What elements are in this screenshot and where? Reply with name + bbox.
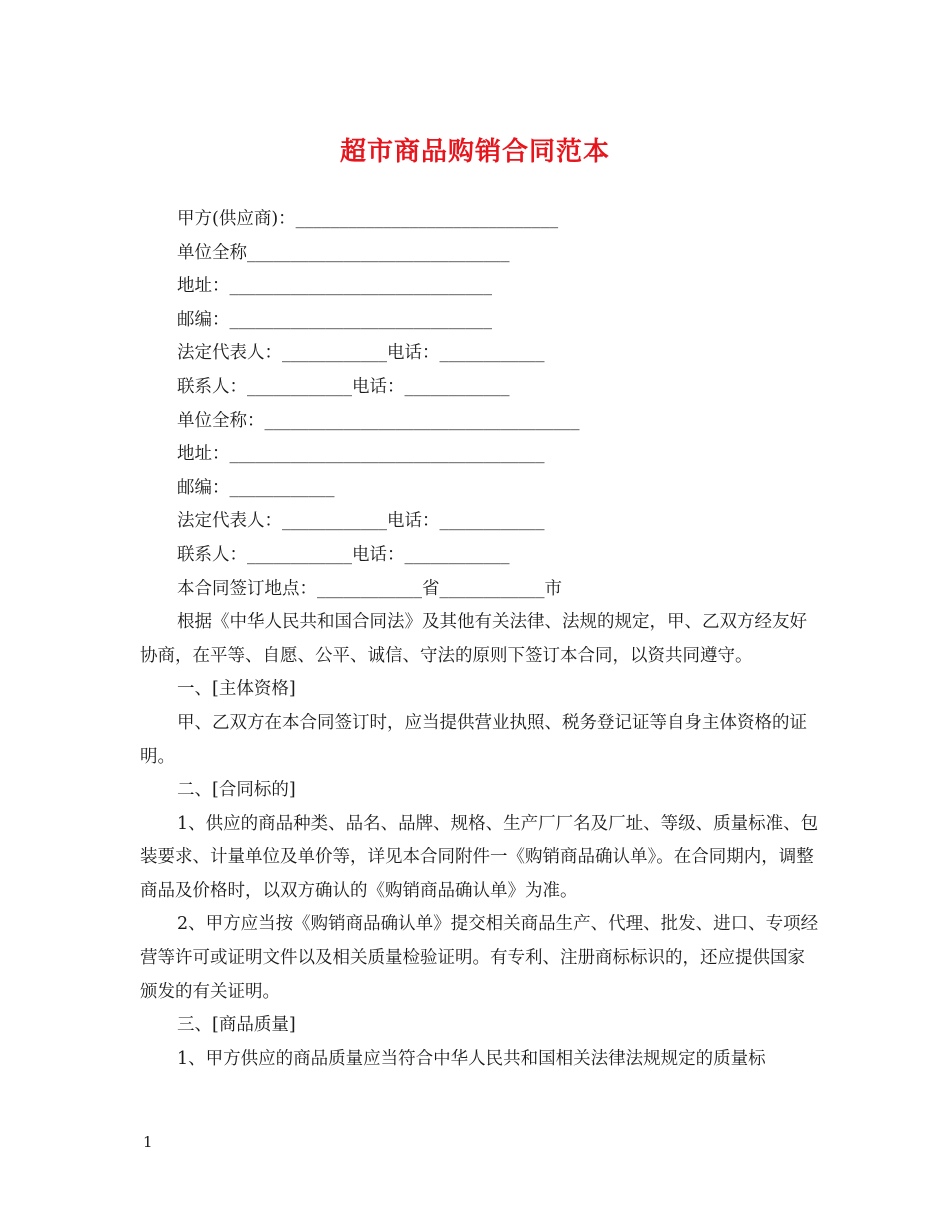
field-address: 地址：______________________________ (177, 276, 492, 297)
paragraph-preamble: 根据《中华人民共和国合同法》及其他有关法律、法规的规定，甲、乙双方经友好协商，在平等、自愿、公平、诚信、守法的原则下签订本合同，以资共同遵守。 (140, 612, 807, 666)
field-contact-b: 联系人：____________电话：____________ (177, 544, 510, 565)
paragraph: 1、供应的商品种类、品名、品牌、规格、生产厂厂名及厂址、等级、质量标准、包装要求、计量单位及单价等，详见本合同附件一《购销商品确认单》。在合同期内，调整商品及价格时，以双方确认的《购销商品确认单》为准。 (140, 813, 819, 901)
document-body (140, 203, 820, 1076)
section-heading: 一、[主体资格] (177, 679, 296, 700)
field-contact: 联系人：____________电话：____________ (177, 376, 510, 397)
section-heading: 二、[合同标的] (177, 780, 296, 801)
paragraph: 甲、乙双方在本合同签订时，应当提供营业执照、税务登记证等自身主体资格的证明。 (140, 712, 807, 767)
field-legal-rep: 法定代表人：____________电话：____________ (177, 343, 545, 364)
field-address-b: 地址：____________________________________ (177, 444, 545, 465)
field-postcode: 邮编：______________________________ (177, 309, 492, 330)
paragraph: 2、甲方应当按《购销商品确认单》提交相关商品生产、代理、批发、进口、专项经营等许可或证明文件以及相关质量检验证明。有专利、注册商标标识的，还应提供国家颁发的有关证明。 (140, 914, 819, 1002)
field-signing-place: 本合同签订地点：____________省____________市 (177, 578, 562, 599)
field-supplier: 甲方(供应商)：______________________________ (177, 209, 559, 229)
section-heading: 三、[商品质量] (177, 1015, 296, 1036)
document-title: 超市商品购销合同范本 (339, 137, 610, 167)
field-company-name: 单位全称______________________________ (177, 242, 510, 263)
field-legal-rep-b: 法定代表人：____________电话：____________ (177, 511, 545, 532)
field-company-name-b: 单位全称：____________________________________ (177, 410, 580, 431)
field-postcode-b: 邮编：____________ (177, 477, 335, 498)
page-number: 1 (143, 1133, 153, 1151)
paragraph: 1、甲方供应的商品质量应当符合中华人民共和国相关法律法规规定的质量标 (177, 1048, 766, 1069)
